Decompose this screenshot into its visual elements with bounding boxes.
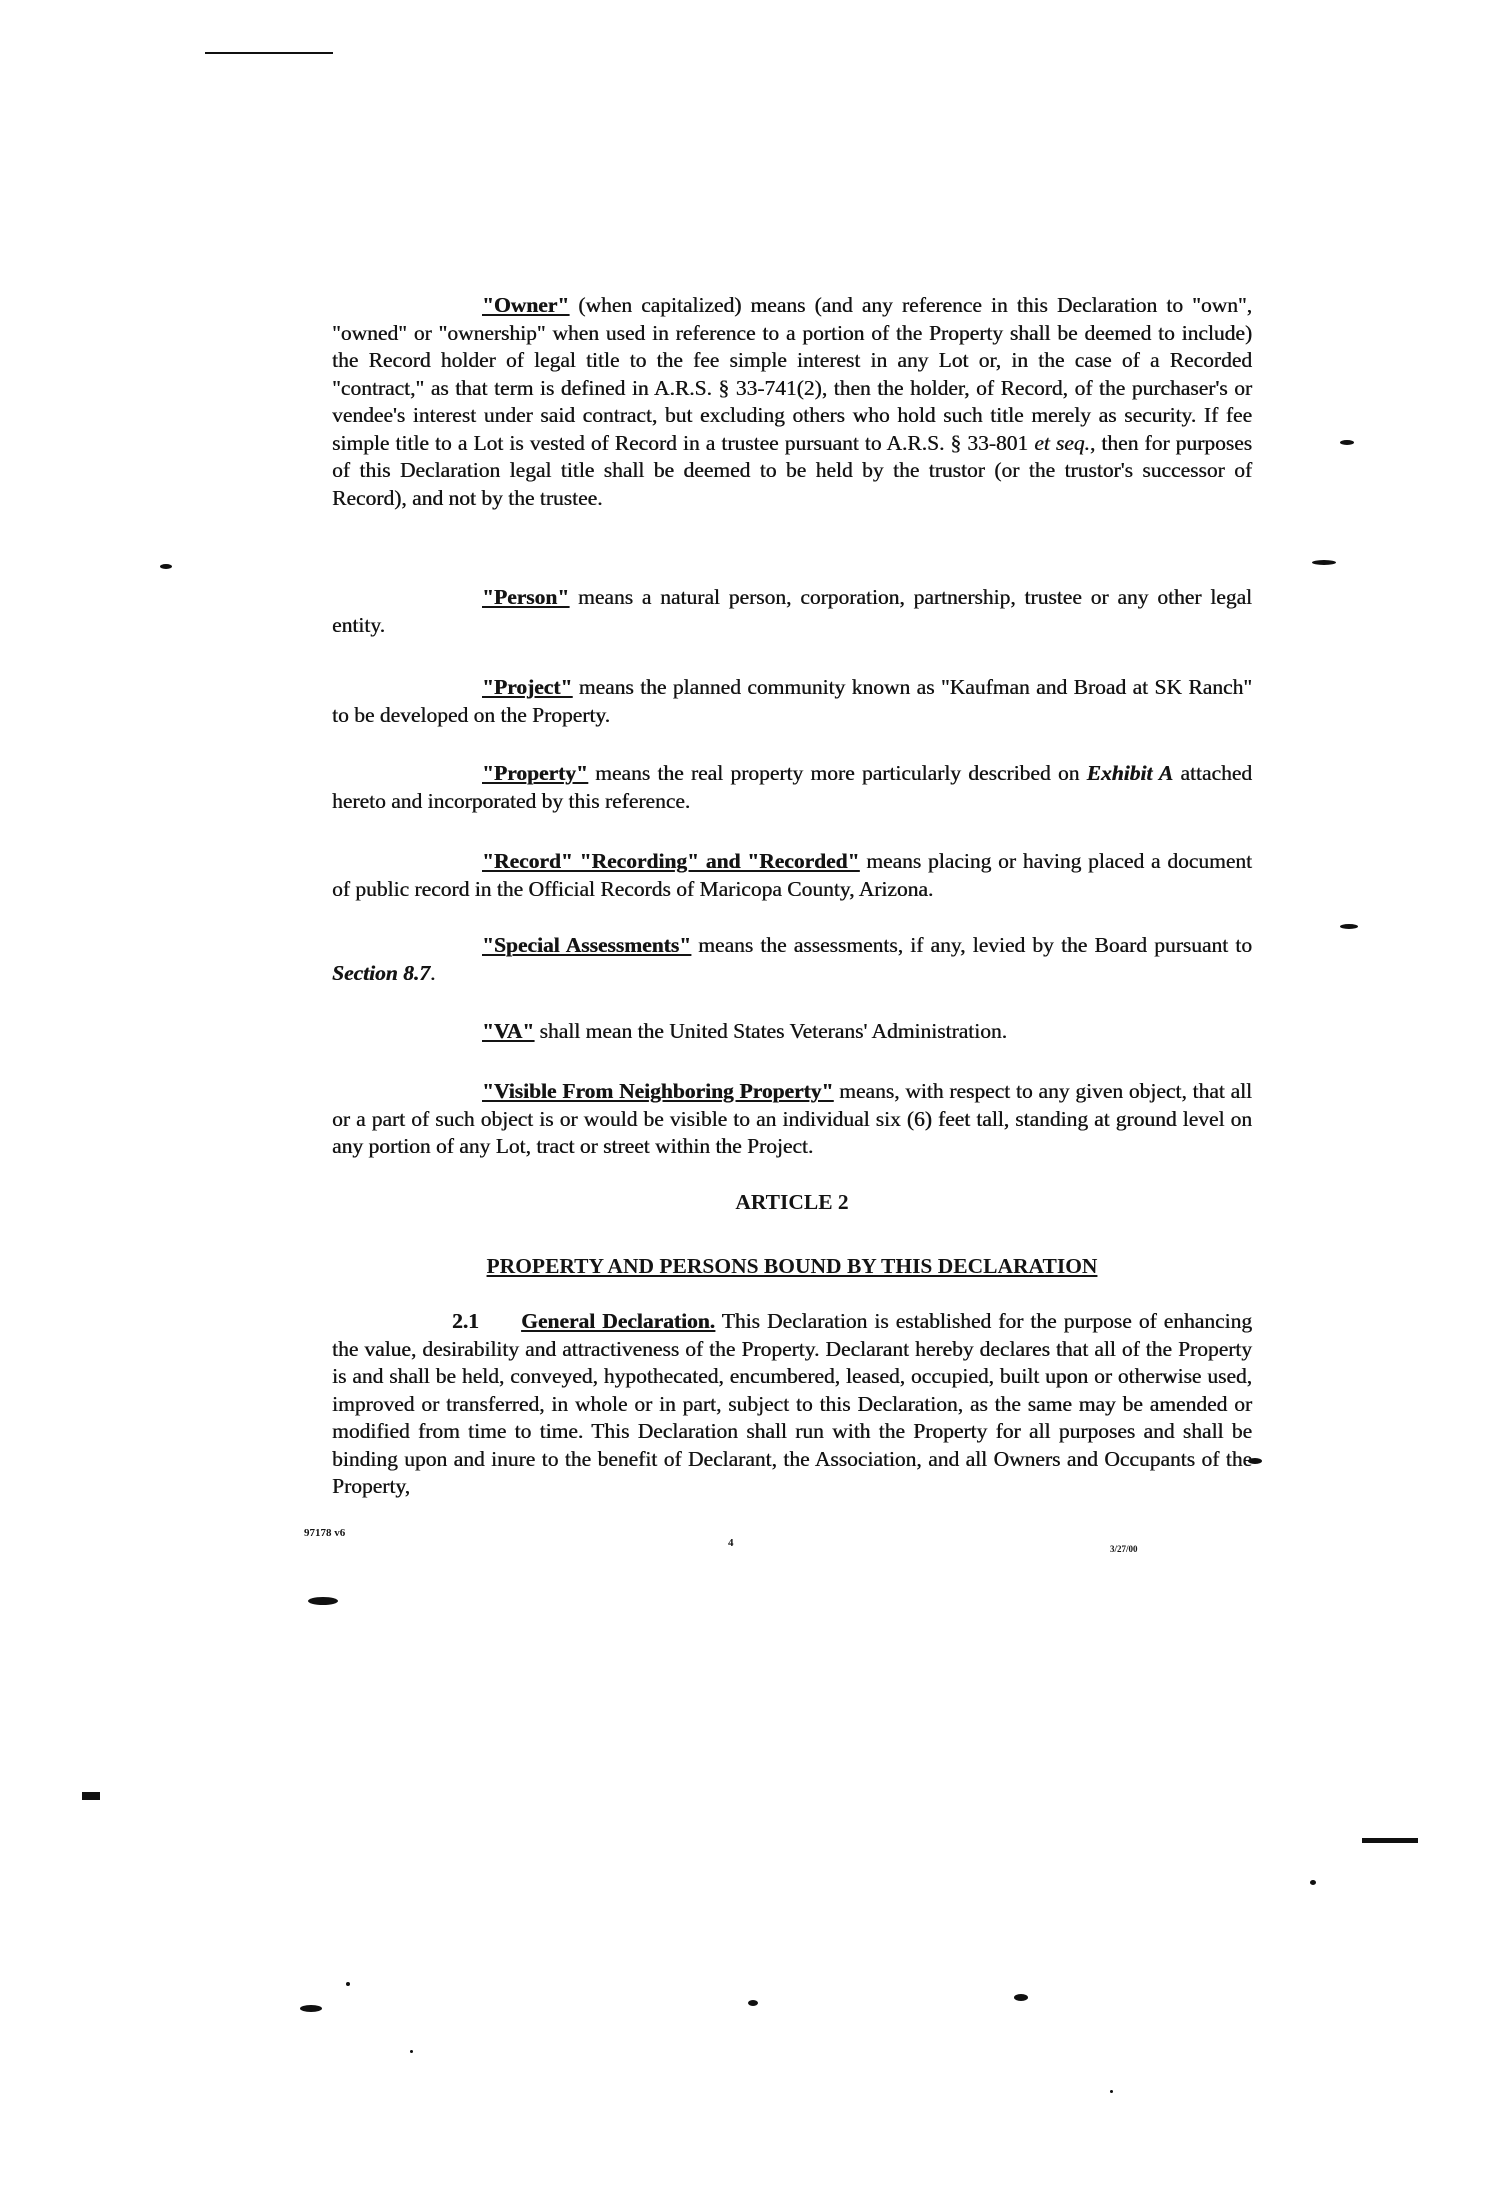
definition-property-text-end: attached hereto and incorporated by this reference. <box>332 761 1252 813</box>
term-visible: "Visible From Neighboring Property" <box>482 1079 834 1103</box>
scan-mark <box>1110 2090 1113 2093</box>
definition-owner-text-end: , then for purposes of this Declaration legal title shall be deemed to be held by the trustor (or the trustor's successor of Record), and not by the trustee. <box>332 430 1252 510</box>
scan-mark <box>1340 440 1354 445</box>
section-reference: Section 8.7 <box>332 960 430 985</box>
scan-mark <box>1340 924 1358 929</box>
definition-special-assessments <box>332 932 1252 987</box>
page-number: 4 <box>728 1537 734 1549</box>
definition-visible-text: means, with respect to any given object, that all or a part of such object is or would be visible to an individual six (6) feet tall, standing at ground level on any portion of any Lot, tract or street within the Project. <box>332 1079 1252 1158</box>
definition-special-assessments-text-end: . <box>429 960 436 985</box>
definition-property-text: means the real property more particularly described on <box>587 761 1087 785</box>
term-project: "Project" <box>482 675 573 699</box>
term-property: "Property" <box>482 761 588 785</box>
definition-owner <box>332 292 1252 512</box>
doc-number: 97178 v6 <box>304 1527 346 1539</box>
article-number: ARTICLE 2 <box>735 1190 849 1214</box>
scan-mark <box>748 2000 758 2006</box>
definition-va <box>332 1018 1252 1046</box>
definition-person-text: means a natural person, corporation, partnership, trustee or any other legal entity. <box>332 585 1252 637</box>
definition-project-text: means the planned community known as "Kaufman and Broad at SK Ranch" to be developed on the Property. <box>332 675 1252 727</box>
exhibit-reference: Exhibit A <box>1086 761 1174 785</box>
scan-mark <box>346 1982 350 1986</box>
definition-special-assessments-text: means the assessments, if any, levied by the Board pursuant to <box>691 933 1252 957</box>
definition-va-text: shall mean the United States Veterans' Administration. <box>534 1019 1007 1043</box>
definition-record-text: means placing or having placed a document of public record in the Official Records of Maricopa County, Arizona. <box>332 849 1252 901</box>
term-special-assessments: "Special Assessments" <box>482 933 692 957</box>
scan-mark <box>1312 560 1336 565</box>
revision-date: 3/27/00 <box>1110 1544 1138 1554</box>
scan-mark <box>308 1597 338 1605</box>
definition-owner-text: (when capitalized) means (and any reference in this Declaration to "own", "owned" or "ownership" when used in reference to a portion of the Property shall be deemed to include) the Record holder of legal title to the fee simple interest in any Lot or, in the case of a Recorded "contract," as that term is defined in A.R.S. § 33-741(2), then the holder, of Record, of the purchaser's or vendee's interest under said contract, but excluding others who hold such title merely as security. If fee simple title to a Lot is vested of Record in a trustee pursuant to A.R.S. § 33-801 <box>332 293 1252 455</box>
term-person: "Person" <box>482 585 570 609</box>
scan-mark <box>300 2005 322 2012</box>
definition-person <box>332 584 1252 639</box>
definition-property <box>332 760 1252 815</box>
term-record: "Record" "Recording" and "Recorded" <box>482 849 860 873</box>
scan-mark <box>410 2050 413 2053</box>
scan-mark <box>1014 1994 1028 2001</box>
article-title: PROPERTY AND PERSONS BOUND BY THIS DECLARATION <box>486 1254 1098 1278</box>
definition-record <box>332 848 1252 903</box>
et-seq: et seq. <box>1034 430 1090 455</box>
scan-mark <box>1310 1880 1316 1885</box>
definition-visible <box>332 1078 1252 1161</box>
definition-project <box>332 674 1252 729</box>
scan-mark <box>160 564 172 569</box>
scan-mark <box>1362 1838 1418 1843</box>
term-va: "VA" <box>482 1019 535 1043</box>
section-text: This Declaration is established for the purpose of enhancing the value, desirability and attractiveness of the Property. Declarant hereby declares that all of the Property is and shall be held, conveyed, hypothecated, encumbered, leased, occupied, built upon or otherwise used, improved or transferred, in whole or in part, subject to this Declaration, as the same may be amended or modified from time to time. This Declaration shall run with the Property for all purposes and shall be binding upon and inure to the benefit of Declarant, the Association, and all Owners and Occupants of the Property, <box>332 1309 1252 1498</box>
scan-mark <box>205 52 333 54</box>
scan-mark <box>82 1792 100 1800</box>
section-title: General Declaration. <box>521 1309 716 1333</box>
section-number: 2.1 <box>452 1309 479 1333</box>
term-owner: "Owner" <box>482 293 570 317</box>
section-2-1 <box>332 1308 1252 1501</box>
